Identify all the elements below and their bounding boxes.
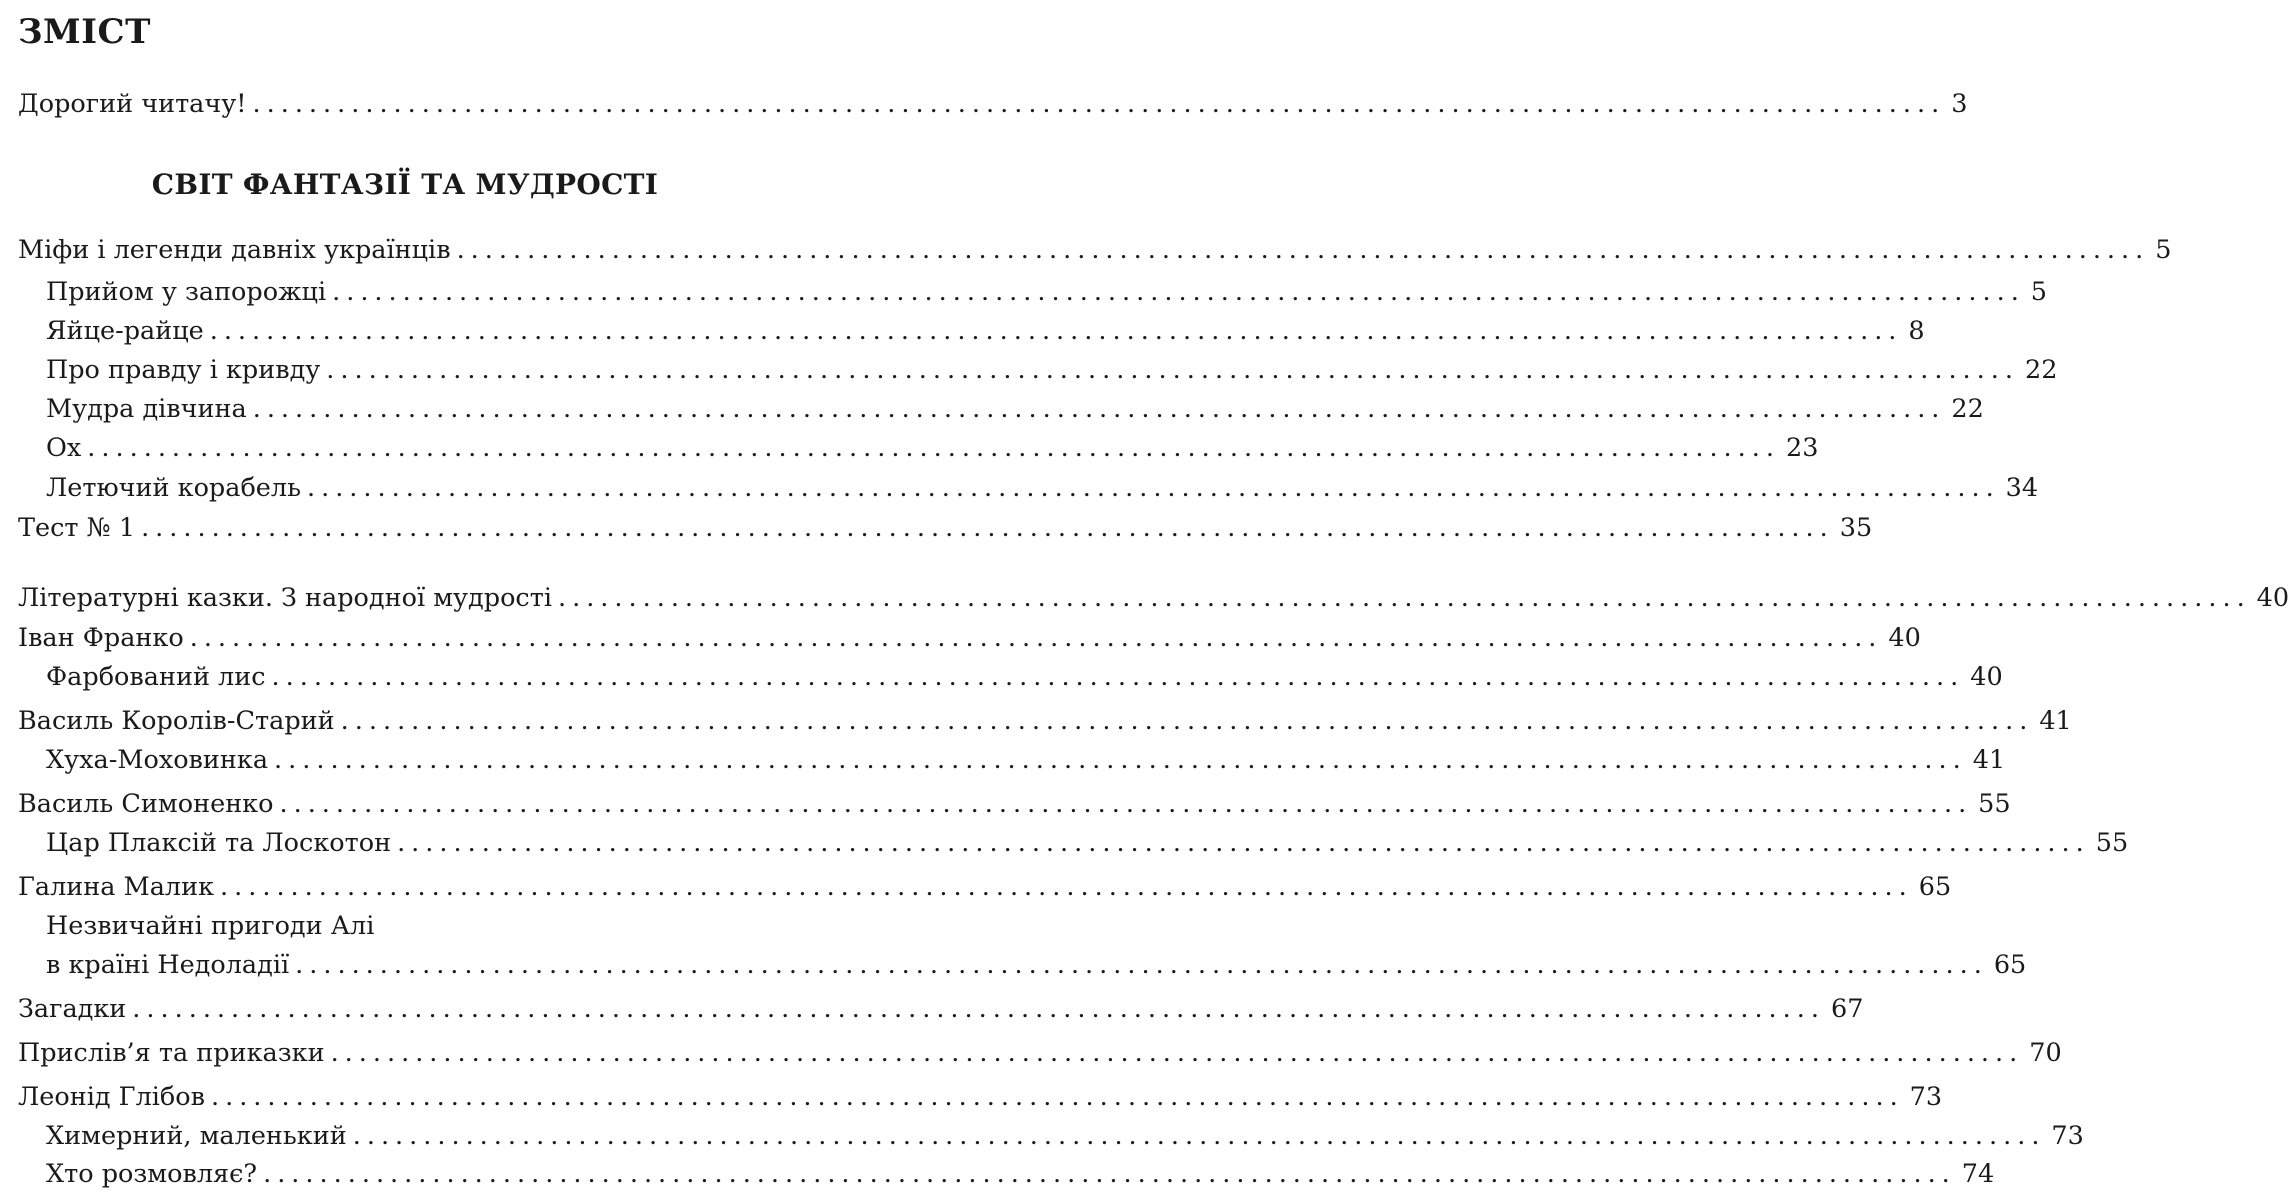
toc-leader-dots: ........................................................................................................................ — [271, 662, 1965, 692]
toc-entry[interactable] — [46, 430, 1819, 466]
toc-entry-label: Дорогий читачу! — [18, 89, 247, 119]
toc-entry-page: 73 — [2051, 1121, 2084, 1151]
toc-entry-label: Хто розмовляє? — [46, 1159, 258, 1189]
toc-entry[interactable] — [46, 391, 1984, 427]
toc-entry-label: Про правду і кривду — [46, 355, 321, 385]
toc-entry-label: Мудра дівчина — [46, 394, 247, 424]
toc-entry-label: Химерний, маленький — [46, 1121, 347, 1151]
toc-entry[interactable] — [46, 742, 2006, 778]
toc-entry[interactable] — [46, 947, 2027, 983]
toc-entry-label: Леонід Глібов — [18, 1082, 205, 1112]
toc-leader-dots: ........................................................................................................................ — [295, 950, 1988, 980]
toc-leader-dots: ........................................................................................................................ — [252, 394, 1946, 424]
toc-entry[interactable] — [46, 274, 2048, 310]
toc-entry-label: Загадки — [18, 994, 127, 1024]
toc-entry-page: 73 — [1909, 1082, 1943, 1112]
toc-entry-page: 65 — [1993, 950, 2027, 980]
toc-leader-dots: ........................................................................................................................ — [332, 277, 2025, 307]
toc-entry-page: 5 — [2030, 277, 2048, 307]
toc-leader-dots: ........................................................................................................................ — [279, 789, 1973, 819]
toc-entry-label: Василь Королів-Старий — [18, 706, 335, 736]
toc-leader-dots: ........................................................................................................................ — [252, 89, 1946, 119]
toc-entry[interactable] — [18, 580, 2289, 616]
toc-entry-label: Прийом у запорожці — [46, 277, 327, 307]
toc-entry[interactable] — [46, 313, 1925, 349]
toc-entry[interactable] — [46, 470, 2039, 506]
toc-entry-page: 22 — [1951, 394, 1984, 424]
toc-entry-page: 40 — [1888, 623, 1921, 653]
toc-entry-label: Незвичайні пригоди Алі — [46, 911, 375, 941]
toc-leader-dots: ........................................................................................................................ — [141, 513, 1834, 543]
toc-entry-page: 41 — [2039, 706, 2072, 736]
toc-entry-page: 23 — [1785, 433, 1819, 463]
toc-entry-page: 22 — [2024, 355, 2058, 385]
toc-leader-dots: ........................................................................................................................ — [220, 872, 1913, 902]
toc-entry[interactable] — [18, 232, 2172, 268]
toc-entry[interactable] — [18, 1035, 2062, 1071]
toc-entry-label: Фарбований лис — [46, 662, 266, 692]
toc-entry-label: Хуха-Моховинка — [46, 745, 269, 775]
toc-entry[interactable] — [46, 1156, 1995, 1192]
toc-leader-dots: ........................................................................................................................ — [557, 583, 2251, 613]
toc-entry[interactable] — [18, 1079, 1943, 1115]
toc-entry[interactable] — [18, 991, 1864, 1027]
toc-entry-label: Тест № 1 — [18, 513, 136, 543]
toc-entry-page: 67 — [1830, 994, 1864, 1024]
toc-leader-dots: ........................................................................................................................ — [274, 745, 1967, 775]
toc-entry-page: 55 — [1978, 789, 2011, 819]
toc-entry[interactable] — [18, 869, 1952, 905]
toc-entry-intro[interactable] — [18, 86, 1968, 122]
toc-entry-label: Іван Франко — [18, 623, 184, 653]
section-heading: СВІТ ФАНТАЗІЇ ТА МУДРОСТІ — [151, 168, 659, 201]
toc-leader-dots: ........................................................................................................................ — [189, 623, 1883, 653]
toc-entry[interactable] — [18, 510, 1873, 546]
toc-leader-dots: ........................................................................................................................ — [210, 1082, 1904, 1112]
toc-leader-dots: ........................................................................................................................ — [330, 1038, 2024, 1068]
toc-entry-label: Летючий корабель — [46, 473, 301, 503]
toc-leader-dots: ........................................................................................................................ — [456, 235, 2150, 265]
toc-entry-title-line — [46, 908, 374, 944]
toc-entry-label: в країні Недоладії — [46, 950, 290, 980]
toc-entry-label: Яйце-райце — [46, 316, 204, 346]
toc-leader-dots: ........................................................................................................................ — [352, 1121, 2046, 1151]
toc-leader-dots: ........................................................................................................................ — [263, 1159, 1956, 1189]
toc-leader-dots: ........................................................................................................................ — [306, 473, 2000, 503]
toc-leader-dots: ........................................................................................................................ — [87, 433, 1780, 463]
toc-entry-page: 70 — [2029, 1038, 2062, 1068]
toc-entry[interactable] — [46, 352, 2058, 388]
toc-entry-label: Літературні казки. З народної мудрості — [18, 583, 552, 613]
toc-entry[interactable] — [46, 825, 2129, 861]
toc-entry-page: 35 — [1839, 513, 1873, 543]
toc-entry-label: Василь Симоненко — [18, 789, 274, 819]
toc-entry-page: 65 — [1918, 872, 1952, 902]
toc-leader-dots: ........................................................................................................................ — [340, 706, 2034, 736]
toc-entry[interactable] — [18, 620, 1921, 656]
toc-entry[interactable] — [18, 786, 2011, 822]
toc-entry-page: 8 — [1908, 316, 1925, 346]
toc-entry-label: Галина Малик — [18, 872, 215, 902]
toc-entry-page: 3 — [1951, 89, 1968, 119]
toc-entry-label: Цар Плаксій та Лоскотон — [46, 828, 392, 858]
toc-entry[interactable] — [18, 703, 2072, 739]
toc-entry-page: 34 — [2005, 473, 2039, 503]
toc-leader-dots: ........................................................................................................................ — [326, 355, 2019, 385]
toc-leader-dots: ........................................................................................................................ — [132, 994, 1825, 1024]
page-title: ЗМІСТ — [18, 12, 151, 52]
toc-entry[interactable] — [46, 1118, 2084, 1154]
toc-entry-page: 55 — [2095, 828, 2129, 858]
toc-entry-label: Міфи і легенди давніх українців — [18, 235, 451, 265]
toc-leader-dots: ........................................................................................................................ — [397, 828, 2090, 858]
toc-entry-page: 5 — [2155, 235, 2172, 265]
toc-entry-page: 40 — [2256, 583, 2289, 613]
toc-entry-label: Прислів’я та приказки — [18, 1038, 325, 1068]
toc-entry[interactable] — [46, 659, 2003, 695]
toc-entry-label: Ох — [46, 433, 82, 463]
toc-entry-page: 40 — [1970, 662, 2003, 692]
toc-entry-page: 41 — [1972, 745, 2006, 775]
toc-leader-dots: ........................................................................................................................ — [209, 316, 1903, 346]
toc-entry-page: 74 — [1961, 1159, 1995, 1189]
